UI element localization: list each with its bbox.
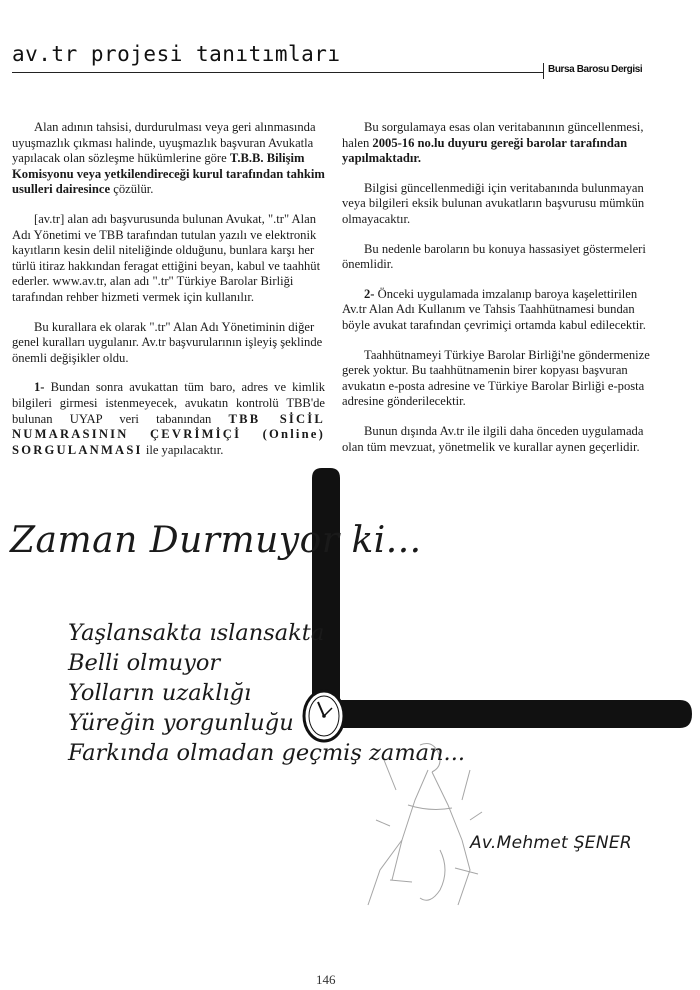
poem-line: Farkında olmadan geçmiş zaman... [68,740,466,766]
text-run: Önceki uygulamada imzalanıp baroya kaşelettirilen Av.tr Alan Adı Kullanım ve Tahsis Taahhütnamesi bundan böyle avukat tarafından çevrimiçi ortamda kabul edilecektir. [342,286,646,332]
author-signature: Av.Mehmet ŞENER [470,833,632,853]
text-run: Bu sorgulamaya esas olan veritabanının güncellenmesi, halen [342,120,644,150]
text-run: çözülür. [110,182,154,197]
item-number: 2- [364,286,375,301]
right-paragraph-5: Taahhütnameyi Türkiye Barolar Birliği'ne göndermenize gerek yoktur. Bu taahhütnamenin birer kopyası başvuran avukatın e-posta adresine ve Türkiye Barolar Birliği e-posta adresine gönderilecektir. [342,347,650,409]
bold-text-run: 2005-16 no.lu duyuru gereği barolar tarafından yapılmaktadır. [342,135,628,166]
poem-line: Yaşlansakta ıslansakta [68,620,325,646]
text-run: ile yapılacaktır. [142,442,224,457]
right-paragraph-6: Bunun dışında Av.tr ile ilgili daha önceden uygulamada olan tüm mevzuat, yönetmelik ve kurallar aynen geçerlidir. [342,423,644,454]
poem-line: Yüreğin yorgunluğu [68,710,294,736]
right-paragraph-2: Bilgisi güncellenmediği için veritabanında bulunmayan veya bilgileri eksik bulunan avukatların başvurusu mümkün olmayacaktır. [342,180,645,226]
poem-body [68,618,465,768]
left-paragraph-3: Bu kurallara ek olarak ".tr" Alan Adı Yönetiminin diğer genel kuralları uygulanır. Av.tr başvurularının işleyiş şeklinde önemli değişikler oldu. [12,319,323,365]
poem-title: Zaman Durmuyor ki... [10,520,422,561]
left-paragraph-2: [av.tr] alan adı başvurusunda bulunan Avukat, ".tr" Alan Adı Yönetimi ve TBB tarafından tutulan yazılı ve elektronik kayıtların kesin delil niteliğinde olduğunu, bunlara karşı her türlü itiraz hakkından feragat ettiğini beyan, kabul ve taahhüt ederler. www.av.tr, alan adı ".tr" Türkiye Barolar Birliği tarafından rehber hizmeti vermek için kullanılır. [12,211,321,304]
poem-line: Belli olmuyor [68,650,221,676]
bold-text-run: TBB SİCİL NUMARASININ ÇEVRİMİÇİ (Online) SORGULANMASI [12,411,326,457]
right-paragraph-3: Bu nedenle baroların bu konuya hassasiyet göstermeleri önemlidir. [342,241,646,272]
page-number: 146 [316,972,336,984]
poem-line: Yolların uzaklığı [68,680,252,706]
section-title: av.tr projesi tanıtımları [12,42,341,66]
text-run: Bundan sonra avukattan tüm baro, adres ve kimlik bilgileri girmesi istenmeyecek, avukatın kontrolü TBB'de bulunan UYAP veri tabanından [12,380,325,426]
item-number: 1- [34,380,45,395]
bold-text-run: T.B.B. Bilişim Komisyonu veya yetkilendireceği kurul tarafından tahkim usulleri dairesince [12,151,325,197]
text-run: Alan adının tahsisi, durdurulması veya geri alınmasında uyuşmazlık çıkması halinde, uyuşmazlık başvuran Avukatla yapılacak olan sözleşme hükümlerine göre [12,120,316,166]
journal-name: Bursa Barosu Dergisi [548,64,643,75]
